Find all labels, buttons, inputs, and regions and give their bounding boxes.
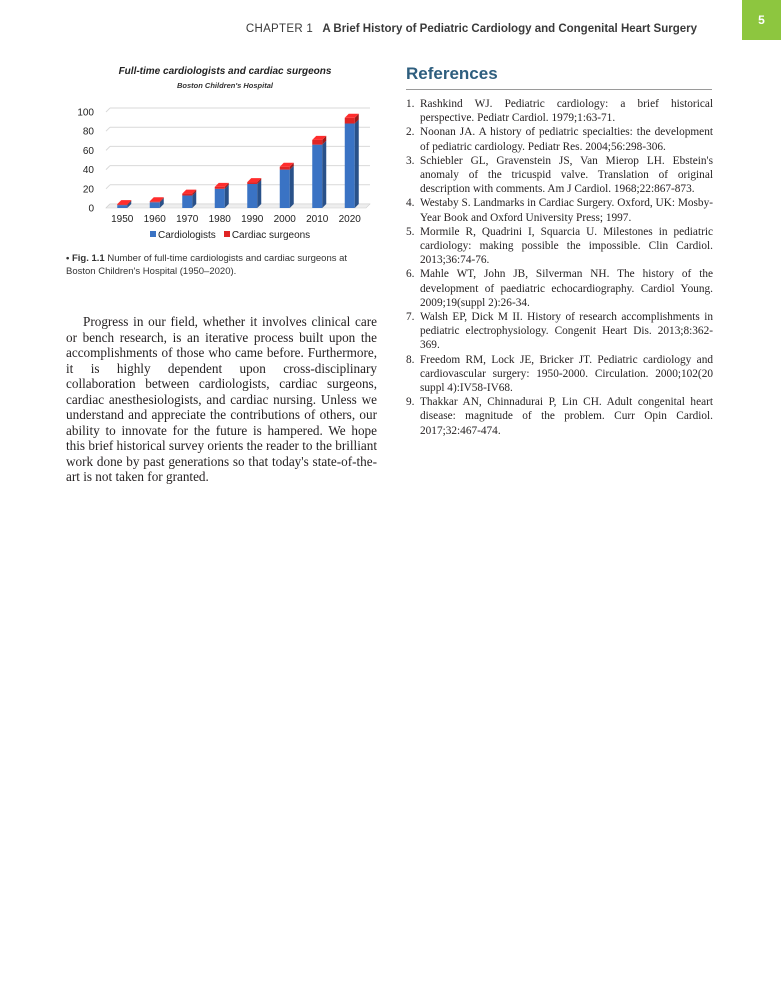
page-number: 5 — [742, 0, 781, 40]
reference-item — [406, 196, 713, 224]
bar-cardiac-surgeons — [280, 167, 290, 170]
reference-item — [406, 353, 713, 396]
reference-text: Walsh EP, Dick M II. History of research accomplishments in pediatric electrophysiology. Congenit Heart Dis. 2013;8:362-369. — [420, 311, 713, 352]
reference-item — [406, 395, 713, 438]
reference-number: 2. — [406, 126, 415, 139]
chart-title: Full-time cardiologists and cardiac surgeons — [118, 66, 332, 77]
body-paragraph: Progress in our field, whether it involves clinical care or bench research, is an iterative process built upon the accomplishments of those who came before. Furthermore, it is highly dependent upon cross-disciplinary collaboration between cardiologists, cardiac surgeons, cardiac anesthesiologists, and cardiac nursing. Unless we understand and appreciate the contributions of others, our ability to innovate for the future is hampered. We hope this brief historical survey orients the reader to the brilliant work done by past generations so that today's state-of-the-art is not taken for granted. — [66, 314, 377, 484]
legend-item-surgeons — [224, 230, 310, 241]
running-header — [0, 20, 781, 40]
bar-side-cardiologists — [355, 120, 359, 208]
reference-text: Mormile R, Quadrini I, Squarcia U. Milestones in pediatric cardiology: making possible the impossible. Clin Cardiol. 2013;36:74-76. — [420, 225, 713, 267]
figure-caption-text: Number of full-time cardiologists and cardiac surgeons at Boston Children's Hospital (1950–2020). — [66, 253, 348, 277]
reference-number: 7. — [406, 311, 415, 324]
reference-item — [406, 225, 713, 268]
y-tick-label: 40 — [82, 165, 94, 177]
figure-label: • Fig. 1.1 — [66, 253, 105, 264]
bar-cardiologists — [345, 124, 355, 208]
bar-cardiac-surgeons — [150, 201, 160, 202]
legend-label-cardiologists: Cardiologists — [158, 230, 216, 241]
chapter-label: CHAPTER 1 — [245, 23, 314, 35]
y-tick-label: 80 — [82, 126, 94, 138]
reference-text: Noonan JA. A history of pediatric specialties: the development of pediatric cardiology. Pediatr Res. 2004;56:298-306. — [420, 126, 713, 153]
chapter-title: A Brief History of Pediatric Cardiology and Congenital Heart Surgery — [322, 23, 697, 35]
y-tick-label: 100 — [77, 107, 94, 119]
bar-cardiologists — [280, 170, 290, 208]
gridline-edge — [106, 108, 110, 112]
reference-text: Schiebler GL, Gravenstein JS, Van Mierop LH. Ebstein's anomaly of the tricuspid valve. Translation of original description with comments. Am J Cardiol. 1968;22:867-873. — [420, 154, 713, 196]
gridline-edge — [106, 146, 110, 150]
reference-text: Rashkind WJ. Pediatric cardiology: a brief historical perspective. Pediatr Cardiol. 1979;1:63-71. — [420, 98, 713, 125]
x-tick-label: 2010 — [306, 214, 329, 225]
x-tick-label: 1980 — [208, 214, 231, 225]
reference-item — [406, 267, 713, 310]
bar-cardiologists — [215, 189, 225, 208]
reference-number: 4. — [406, 197, 415, 210]
reference-number: 9. — [406, 396, 415, 409]
bar-cardiologists — [312, 145, 322, 208]
x-tick-label: 1960 — [143, 214, 166, 225]
bar-cardiac-surgeons — [247, 182, 257, 184]
y-tick-label: 60 — [82, 145, 94, 157]
bar-cardiologists — [117, 205, 127, 208]
references-list — [406, 97, 713, 438]
x-tick-label: 2020 — [338, 214, 361, 225]
bar-cardiac-surgeons — [345, 118, 355, 124]
gridline-edge — [106, 166, 110, 170]
y-tick-label: 20 — [82, 184, 94, 196]
bar-cardiac-surgeons — [117, 204, 127, 205]
figure-caption — [66, 252, 378, 278]
bar-cardiologists — [247, 184, 257, 208]
x-tick-label: 2000 — [273, 214, 296, 225]
x-tick-label: 1990 — [241, 214, 264, 225]
legend-swatch-cardiologists — [150, 231, 156, 237]
reference-number: 6. — [406, 268, 415, 281]
chart-legend — [150, 230, 310, 241]
chart-subtitle: Boston Children's Hospital — [177, 81, 273, 90]
bar-cardiac-surgeons — [312, 140, 322, 145]
gridline-edge — [106, 127, 110, 131]
reference-text: Thakkar AN, Chinnadurai P, Lin CH. Adult congenital heart disease: magnitude of the problem. Curr Opin Cardiol. 2017;32:467-474. — [420, 396, 713, 437]
bar-chart — [66, 66, 384, 250]
x-tick-label: 1970 — [176, 214, 199, 225]
legend-item-cardiologists — [150, 230, 216, 241]
reference-number: 5. — [406, 225, 415, 238]
reference-number: 8. — [406, 353, 415, 366]
header-text — [246, 23, 697, 35]
bar-cardiac-surgeons — [215, 187, 225, 189]
reference-text: Freedom RM, Lock JE, Bricker JT. Pediatric cardiology and cardiovascular surgery: 1950-2000. Circulation. 2000;102(20 suppl 4):IV58-IV68. — [420, 353, 713, 395]
gridline-edge — [106, 185, 110, 189]
x-tick-label: 1950 — [111, 214, 134, 225]
bar-side-cardiologists — [257, 180, 261, 208]
bar-side-cardiologists — [225, 185, 229, 208]
references-rule — [406, 89, 712, 90]
bar-cardiac-surgeons — [182, 194, 192, 196]
references-heading: References — [406, 64, 498, 83]
bar-cardiologists — [182, 196, 192, 208]
reference-item — [406, 310, 713, 353]
legend-label-surgeons: Cardiac surgeons — [231, 230, 311, 241]
bar-cardiologists — [150, 202, 160, 208]
legend-swatch-surgeons — [224, 231, 230, 237]
bar-side-cardiologists — [290, 166, 294, 208]
reference-number: 3. — [406, 154, 415, 167]
reference-text: Mahle WT, John JB, Silverman NH. The history of the development of paediatric echocardiography. Cardiol Young. 2009;19(suppl 2):26-34. — [420, 268, 713, 309]
chart-floor — [106, 204, 370, 208]
reference-item — [406, 125, 713, 153]
reference-number: 1. — [406, 98, 415, 110]
reference-text: Westaby S. Landmarks in Cardiac Surgery. Oxford, UK: Mosby-Year Book and Oxford University Press; 1997. — [420, 197, 713, 224]
y-tick-label: 0 — [88, 203, 94, 215]
reference-item — [406, 97, 713, 125]
chart-plot — [66, 66, 384, 230]
bar-side-cardiologists — [322, 141, 326, 208]
reference-item — [406, 154, 713, 197]
